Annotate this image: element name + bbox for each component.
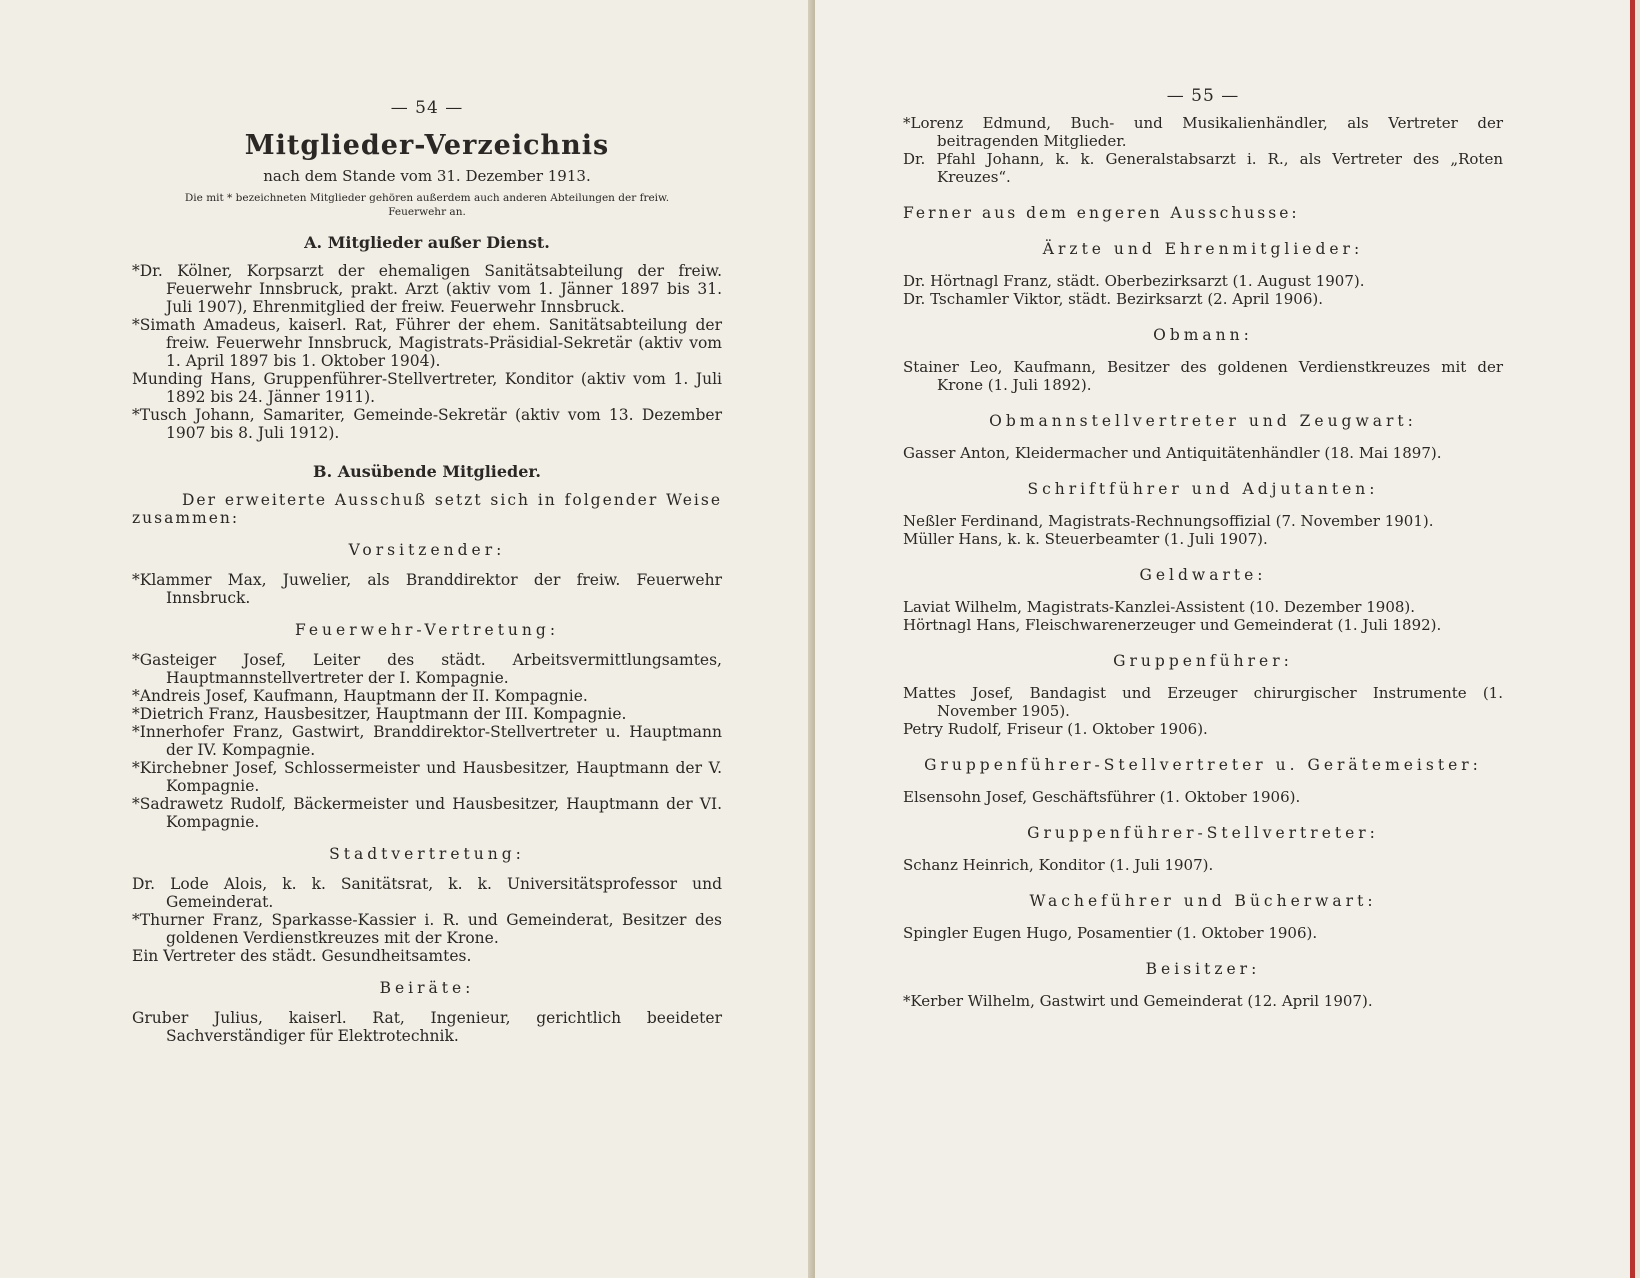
- member-entry: Dr. Pfahl Johann, k. k. Generalstabsarzt i. R., als Vertreter des „Roten Kreuzes“.: [903, 150, 1503, 186]
- member-entry: *Dr. Kölner, Korpsarzt der ehemaligen Sanitätsabteilung der freiw. Feuerwehr Innsbruck, prakt. Arzt (aktiv vom 1. Jänner 1897 bis 31. Juli 1907), Ehrenmitglied der freiw. Feuerwehr Innsbruck.: [132, 262, 722, 316]
- member-entry: Petry Rudolf, Friseur (1. Oktober 1906).: [903, 720, 1208, 738]
- member-entry: *Thurner Franz, Sparkasse-Kassier i. R. und Gemeinderat, Besitzer des goldenen Verdienstkreuzes mit der Krone.: [132, 911, 722, 947]
- beisitzer-heading: Beisitzer:: [1145, 960, 1261, 978]
- member-entry: Gruber Julius, kaiserl. Rat, Ingenieur, gerichtlich beeideter Sachverständiger für Elektrotechnik.: [132, 1009, 722, 1045]
- aerzte-heading: Ärzte und Ehrenmitglieder:: [1042, 240, 1364, 258]
- geldwarte-heading: Geldwarte:: [1139, 566, 1267, 584]
- member-entry: *Simath Amadeus, kaiserl. Rat, Führer der ehem. Sanitätsabteilung der freiw. Feuerwehr Innsbruck, Magistrats-Präsidial-Sekretär (aktiv vom 1. April 1897 bis 1. Oktober 1904).: [132, 316, 722, 370]
- gruppenfuehrer-stellvertreter-geraetemeister-heading: Gruppenführer-Stellvertreter u. Gerätemeister:: [924, 756, 1482, 774]
- member-entry: Laviat Wilhelm, Magistrats-Kanzlei-Assistent (10. Dezember 1908).: [903, 598, 1416, 616]
- beiraete-heading: Beiräte:: [379, 979, 475, 997]
- stadtvertretung-list: [132, 875, 722, 965]
- member-entry: Neßler Ferdinand, Magistrats-Rechnungsoffizial (7. November 1901).: [903, 512, 1434, 530]
- section-b-intro: Der erweiterte Ausschuß setzt sich in folgender Weise zusammen:: [132, 491, 722, 527]
- feuerwehr-list: [132, 651, 722, 831]
- member-entry: Elsensohn Josef, Geschäftsführer (1. Oktober 1906).: [903, 788, 1301, 806]
- wachefuehrer-heading: Wacheführer und Bücherwart:: [1029, 892, 1377, 910]
- page-number-right: — 55 —: [1166, 86, 1240, 106]
- member-entry: Dr. Hörtnagl Franz, städt. Oberbezirksarzt (1. August 1907).: [903, 272, 1365, 290]
- member-entry: *Tusch Johann, Samariter, Gemeinde-Sekretär (aktiv vom 13. Dezember 1907 bis 8. Juli 1912).: [132, 406, 722, 442]
- footnote-asterisk: Die mit * bezeichneten Mitglieder gehören außerdem auch anderen Abteilungen der freiw. Feuerwehr an.: [184, 192, 670, 218]
- gruppenfuehrer-heading: Gruppenführer:: [1113, 652, 1293, 670]
- member-entry: *Gasteiger Josef, Leiter des städt. Arbeitsvermittlungsamtes, Hauptmannstellvertreter der I. Kompagnie.: [132, 651, 722, 687]
- member-entry: *Klammer Max, Juwelier, als Branddirektor der freiw. Feuerwehr Innsbruck.: [132, 571, 722, 607]
- page-title: Mitglieder-Verzeichnis: [244, 130, 610, 161]
- member-entry: *Dietrich Franz, Hausbesitzer, Hauptmann der III. Kompagnie.: [132, 705, 627, 723]
- gruppenfuehrer-stellvertreter-heading: Gruppenführer-Stellvertreter:: [1027, 824, 1379, 842]
- member-entry: Dr. Lode Alois, k. k. Sanitätsrat, k. k. Universitätsprofessor und Gemeinderat.: [132, 875, 722, 911]
- member-entry: Müller Hans, k. k. Steuerbeamter (1. Juli 1907).: [903, 530, 1268, 548]
- page-subtitle: nach dem Stande vom 31. Dezember 1913.: [263, 167, 591, 185]
- obmannstellvertreter-heading: Obmannstellvertreter und Zeugwart:: [989, 412, 1417, 430]
- section-a-list: [132, 262, 722, 442]
- member-entry: Stainer Leo, Kaufmann, Besitzer des goldenen Verdienstkreuzes mit der Krone (1. Juli 1892).: [903, 358, 1503, 394]
- stadtvertretung-heading: Stadtvertretung:: [329, 845, 525, 863]
- member-entry: Dr. Tschamler Viktor, städt. Bezirksarzt (2. April 1906).: [903, 290, 1324, 308]
- member-entry: Gasser Anton, Kleidermacher und Antiquitätenhändler (18. Mai 1897).: [903, 444, 1442, 462]
- left-page: [0, 0, 812, 1278]
- section-b-heading: B. Ausübende Mitglieder.: [313, 462, 541, 481]
- member-entry: *Kerber Wilhelm, Gastwirt und Gemeinderat (12. April 1907).: [903, 992, 1373, 1010]
- member-entry: Munding Hans, Gruppenführer-Stellvertreter, Konditor (aktiv vom 1. Juli 1892 bis 24. Jänner 1911).: [132, 370, 722, 406]
- page-edge-red: [1630, 0, 1635, 1278]
- ferner-heading: Ferner aus dem engeren Ausschusse:: [903, 204, 1300, 222]
- obmann-heading: Obmann:: [1153, 326, 1253, 344]
- schriftfuehrer-heading: Schriftführer und Adjutanten:: [1027, 480, 1379, 498]
- section-a-heading: A. Mitglieder außer Dienst.: [304, 233, 550, 252]
- member-entry: *Kirchebner Josef, Schlossermeister und Hausbesitzer, Hauptmann der V. Kompagnie.: [132, 759, 722, 795]
- member-entry: *Andreis Josef, Kaufmann, Hauptmann der II. Kompagnie.: [132, 687, 588, 705]
- member-entry: Hörtnagl Hans, Fleischwarenerzeuger und Gemeinderat (1. Juli 1892).: [903, 616, 1442, 634]
- member-entry: Spingler Eugen Hugo, Posamentier (1. Oktober 1906).: [903, 924, 1318, 942]
- feuerwehr-heading: Feuerwehr-Vertretung:: [294, 621, 560, 639]
- vorsitzender-heading: Vorsitzender:: [348, 541, 506, 559]
- member-entry: Schanz Heinrich, Konditor (1. Juli 1907).: [903, 856, 1214, 874]
- page-number-left: — 54 —: [390, 98, 464, 118]
- member-entry: *Lorenz Edmund, Buch- und Musikalienhändler, als Vertreter der beitragenden Mitglieder.: [903, 114, 1503, 150]
- member-entry: *Innerhofer Franz, Gastwirt, Branddirektor-Stellvertreter u. Hauptmann der IV. Kompagnie.: [132, 723, 722, 759]
- member-entry: Mattes Josef, Bandagist und Erzeuger chirurgischer Instrumente (1. November 1905).: [903, 684, 1503, 720]
- right-page: [815, 0, 1635, 1278]
- top-entries-list: [903, 114, 1503, 186]
- member-entry: Ein Vertreter des städt. Gesundheitsamtes.: [132, 947, 472, 965]
- member-entry: *Sadrawetz Rudolf, Bäckermeister und Hausbesitzer, Hauptmann der VI. Kompagnie.: [132, 795, 722, 831]
